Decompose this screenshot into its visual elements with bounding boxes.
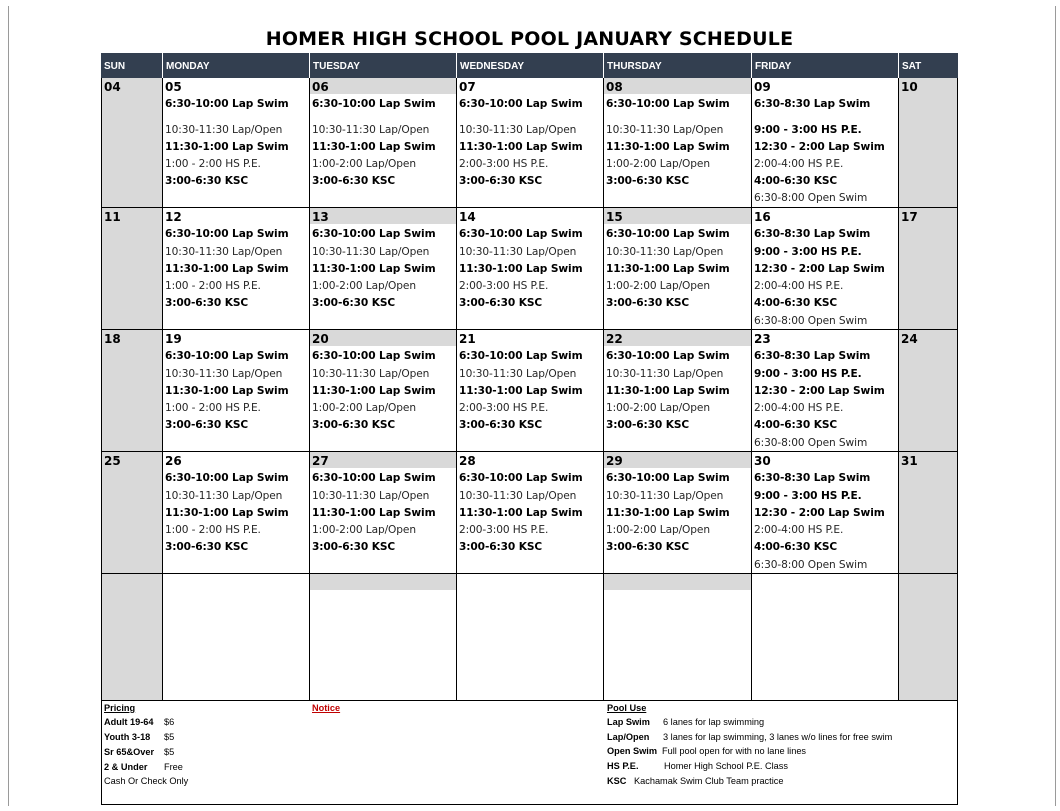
schedule-entry: 3:00-6:30 KSC (165, 297, 249, 309)
schedule-entry: 1:00-2:00 Lap/Open (606, 524, 710, 536)
schedule-entry: 6:30-8:00 Open Swim (754, 315, 868, 327)
schedule-entry: 3:00-6:30 KSC (459, 541, 543, 553)
day-header-thursday: THURSDAY (604, 53, 752, 78)
tuesday-cell (310, 208, 457, 330)
schedule-entry: 11:30-1:00 Lap Swim (606, 141, 730, 153)
schedule-entry: 1:00 - 2:00 HS P.E. (165, 158, 261, 170)
schedule-entry: 3:00-6:30 KSC (312, 175, 396, 187)
date-number: 20 (312, 332, 329, 346)
sunday-cell (101, 78, 163, 208)
schedule-entry: 2:00-3:00 HS P.E. (459, 402, 549, 414)
schedule-entry: 6:30-10:00 Lap Swim (165, 472, 289, 484)
schedule-entry: 10:30-11:30 Lap/Open (165, 124, 283, 136)
pool-use-desc: 6 lanes for lap swimming (663, 717, 765, 727)
schedule-entry: 6:30-10:00 Lap Swim (459, 472, 583, 484)
schedule-entry: 6:30-10:00 Lap Swim (606, 98, 730, 110)
schedule-entry: 6:30-8:00 Open Swim (754, 192, 868, 204)
date-number: 24 (901, 332, 918, 346)
date-number: 22 (606, 332, 623, 346)
schedule-entry: 6:30-10:00 Lap Swim (312, 228, 436, 240)
date-number: 31 (901, 454, 918, 468)
schedule-entry: 9:00 - 3:00 HS P.E. (754, 368, 862, 380)
schedule-entry: 6:30-8:00 Open Swim (754, 559, 868, 571)
schedule-entry: 6:30-10:00 Lap Swim (606, 350, 730, 362)
schedule-entry: 6:30-10:00 Lap Swim (312, 98, 436, 110)
tuesday-cell (310, 78, 457, 208)
pricing-heading: Pricing (104, 703, 136, 713)
friday-cell (752, 78, 899, 208)
schedule-entry: 1:00-2:00 Lap/Open (312, 280, 416, 292)
date-number: 11 (104, 210, 121, 224)
schedule-entry: 3:00-6:30 KSC (459, 297, 543, 309)
date-number: 08 (606, 80, 623, 94)
schedule-entry: 11:30-1:00 Lap Swim (606, 385, 730, 397)
schedule-entry: 6:30-10:00 Lap Swim (459, 98, 583, 110)
date-band (310, 208, 456, 224)
schedule-entry: 6:30-10:00 Lap Swim (312, 472, 436, 484)
date-number: 23 (754, 332, 771, 346)
monday-cell (163, 208, 310, 330)
date-number: 21 (459, 332, 476, 346)
schedule-entry: 10:30-11:30 Lap/Open (606, 490, 724, 502)
pool-use-desc: Kachamak Swim Club Team practice (634, 776, 784, 786)
tuesday-cell (310, 574, 457, 701)
friday-cell (752, 330, 899, 452)
date-number: 30 (754, 454, 771, 468)
date-band (310, 78, 456, 94)
schedule-entry: 4:00-6:30 KSC (754, 297, 838, 309)
schedule-entry: 1:00 - 2:00 HS P.E. (165, 524, 261, 536)
schedule-entry: 10:30-11:30 Lap/Open (312, 124, 430, 136)
date-number: 12 (165, 210, 182, 224)
schedule-entry: 12:30 - 2:00 Lap Swim (754, 385, 885, 397)
date-number: 16 (754, 210, 771, 224)
schedule-entry: 10:30-11:30 Lap/Open (459, 124, 577, 136)
schedule-entry: 2:00-3:00 HS P.E. (459, 280, 549, 292)
schedule-entry: 4:00-6:30 KSC (754, 419, 838, 431)
schedule-entry: 1:00-2:00 Lap/Open (312, 524, 416, 536)
pricing-price: $5 (164, 732, 175, 742)
schedule-entry: 11:30-1:00 Lap Swim (606, 507, 730, 519)
sunday-cell (101, 574, 163, 701)
schedule-entry: 4:00-6:30 KSC (754, 541, 838, 553)
day-header-sun: SUN (101, 53, 163, 78)
schedule-entry: 10:30-11:30 Lap/Open (606, 124, 724, 136)
schedule-entry: 3:00-6:30 KSC (459, 419, 543, 431)
schedule-entry: 6:30-8:30 Lap Swim (754, 472, 871, 484)
wednesday-cell (457, 78, 604, 208)
schedule-entry: 1:00-2:00 Lap/Open (606, 402, 710, 414)
schedule-entry: 11:30-1:00 Lap Swim (459, 507, 583, 519)
date-number: 06 (312, 80, 329, 94)
schedule-entry: 11:30-1:00 Lap Swim (165, 141, 289, 153)
schedule-entry: 6:30-10:00 Lap Swim (459, 228, 583, 240)
date-number: 15 (606, 210, 623, 224)
schedule-entry: 9:00 - 3:00 HS P.E. (754, 490, 862, 502)
date-number: 13 (312, 210, 329, 224)
date-number: 05 (165, 80, 182, 94)
schedule-entry: 6:30-8:30 Lap Swim (754, 350, 871, 362)
thursday-cell (604, 574, 752, 701)
date-number: 07 (459, 80, 476, 94)
date-band (310, 452, 456, 468)
date-band (310, 330, 456, 346)
schedule-entry: 2:00-3:00 HS P.E. (459, 524, 549, 536)
thursday-cell (604, 452, 752, 574)
schedule-entry: 1:00-2:00 Lap/Open (606, 280, 710, 292)
date-number: 26 (165, 454, 182, 468)
schedule-entry: 10:30-11:30 Lap/Open (165, 368, 283, 380)
pricing-note: Cash Or Check Only (104, 776, 189, 786)
day-header-friday: FRIDAY (752, 53, 899, 78)
sunday-cell (101, 208, 163, 330)
saturday-cell (899, 330, 958, 452)
date-number: 10 (901, 80, 918, 94)
schedule-entry: 10:30-11:30 Lap/Open (459, 368, 577, 380)
schedule-entry: 6:30-8:00 Open Swim (754, 437, 868, 449)
monday-cell (163, 452, 310, 574)
schedule-entry: 1:00 - 2:00 HS P.E. (165, 402, 261, 414)
schedule-entry: 6:30-10:00 Lap Swim (606, 228, 730, 240)
date-band (604, 574, 751, 590)
schedule-entry: 10:30-11:30 Lap/Open (459, 246, 577, 258)
schedule-entry: 10:30-11:30 Lap/Open (165, 246, 283, 258)
date-number: 19 (165, 332, 182, 346)
schedule-entry: 10:30-11:30 Lap/Open (312, 246, 430, 258)
schedule-entry: 12:30 - 2:00 Lap Swim (754, 263, 885, 275)
schedule-entry: 6:30-8:30 Lap Swim (754, 98, 871, 110)
schedule-entry: 1:00-2:00 Lap/Open (312, 158, 416, 170)
date-number: 27 (312, 454, 329, 468)
pool-use-term: HS P.E. (607, 761, 639, 771)
wednesday-cell (457, 208, 604, 330)
date-band (604, 452, 751, 468)
schedule-entry: 11:30-1:00 Lap Swim (312, 141, 436, 153)
pool-use-term: KSC (607, 776, 627, 786)
schedule-entry: 4:00-6:30 KSC (754, 175, 838, 187)
day-header-monday: MONDAY (163, 53, 310, 78)
calendar-grid (101, 53, 958, 701)
notice-heading: Notice (312, 703, 341, 713)
date-band (310, 574, 456, 590)
schedule-entry: 11:30-1:00 Lap Swim (312, 385, 436, 397)
schedule-entry: 11:30-1:00 Lap Swim (459, 141, 583, 153)
schedule-entry: 3:00-6:30 KSC (165, 419, 249, 431)
page-title: HOMER HIGH SCHOOL POOL JANUARY SCHEDULE (265, 28, 794, 50)
tuesday-cell (310, 330, 457, 452)
tuesday-cell (310, 452, 457, 574)
schedule-entry: 3:00-6:30 KSC (312, 297, 396, 309)
thursday-cell (604, 208, 752, 330)
monday-cell (163, 574, 310, 701)
date-number: 04 (104, 80, 121, 94)
schedule-entry: 10:30-11:30 Lap/Open (606, 246, 724, 258)
pricing-label: Adult 19-64 (104, 717, 154, 727)
schedule-entry: 2:00-4:00 HS P.E. (754, 402, 844, 414)
schedule-entry: 1:00-2:00 Lap/Open (606, 158, 710, 170)
wednesday-cell (457, 574, 604, 701)
schedule-entry: 11:30-1:00 Lap Swim (312, 263, 436, 275)
date-number: 29 (606, 454, 623, 468)
monday-cell (163, 330, 310, 452)
pricing-label: 2 & Under (104, 762, 148, 772)
pricing-price: Free (164, 762, 183, 772)
footer-legend (101, 701, 958, 805)
schedule-entry: 10:30-11:30 Lap/Open (165, 490, 283, 502)
schedule-entry: 2:00-4:00 HS P.E. (754, 280, 844, 292)
schedule-entry: 11:30-1:00 Lap Swim (165, 385, 289, 397)
day-header-sat: SAT (899, 53, 958, 78)
schedule-entry: 6:30-10:00 Lap Swim (459, 350, 583, 362)
schedule-entry: 11:30-1:00 Lap Swim (459, 263, 583, 275)
pricing-price: $6 (164, 717, 175, 727)
schedule-entry: 3:00-6:30 KSC (606, 419, 690, 431)
wednesday-cell (457, 330, 604, 452)
saturday-cell (899, 78, 958, 208)
date-band (604, 78, 751, 94)
pool-use-term: Lap/Open (607, 732, 650, 742)
saturday-cell (899, 452, 958, 574)
friday-cell (752, 574, 899, 701)
schedule-entry: 10:30-11:30 Lap/Open (606, 368, 724, 380)
wednesday-cell (457, 452, 604, 574)
schedule-entry: 3:00-6:30 KSC (459, 175, 543, 187)
schedule-entry: 6:30-10:00 Lap Swim (165, 350, 289, 362)
schedule-entry: 9:00 - 3:00 HS P.E. (754, 246, 862, 258)
schedule-entry: 6:30-10:00 Lap Swim (165, 228, 289, 240)
schedule-entry: 3:00-6:30 KSC (312, 419, 396, 431)
sunday-cell (101, 452, 163, 574)
schedule-entry: 3:00-6:30 KSC (606, 175, 690, 187)
day-header-wednesday: WEDNESDAY (457, 53, 604, 78)
schedule-entry: 12:30 - 2:00 Lap Swim (754, 141, 885, 153)
saturday-cell (899, 574, 958, 701)
pricing-price: $5 (164, 747, 175, 757)
date-number: 28 (459, 454, 476, 468)
friday-cell (752, 452, 899, 574)
schedule-entry: 1:00 - 2:00 HS P.E. (165, 280, 261, 292)
schedule-entry: 11:30-1:00 Lap Swim (459, 385, 583, 397)
schedule-entry: 3:00-6:30 KSC (312, 541, 396, 553)
schedule-entry: 2:00-3:00 HS P.E. (459, 158, 549, 170)
date-number: 17 (901, 210, 918, 224)
date-band (604, 330, 751, 346)
schedule-entry: 11:30-1:00 Lap Swim (606, 263, 730, 275)
day-header-tuesday: TUESDAY (310, 53, 457, 78)
pool-use-term: Lap Swim (607, 717, 650, 727)
schedule-entry: 6:30-10:00 Lap Swim (165, 98, 289, 110)
schedule-entry: 10:30-11:30 Lap/Open (312, 490, 430, 502)
schedule-entry: 6:30-10:00 Lap Swim (606, 472, 730, 484)
schedule-entry: 3:00-6:30 KSC (606, 297, 690, 309)
thursday-cell (604, 78, 752, 208)
schedule-entry: 2:00-4:00 HS P.E. (754, 158, 844, 170)
schedule-entry: 12:30 - 2:00 Lap Swim (754, 507, 885, 519)
date-band (604, 208, 751, 224)
pool-use-desc: 3 lanes for lap swimming, 3 lanes w/o lines for free swim (663, 732, 893, 742)
friday-cell (752, 208, 899, 330)
pool-use-heading: Pool Use (607, 703, 647, 713)
schedule-entry: 10:30-11:30 Lap/Open (312, 368, 430, 380)
schedule-entry: 11:30-1:00 Lap Swim (165, 507, 289, 519)
date-number: 25 (104, 454, 121, 468)
schedule-entry: 2:00-4:00 HS P.E. (754, 524, 844, 536)
schedule-entry: 11:30-1:00 Lap Swim (312, 507, 436, 519)
pricing-label: Sr 65&Over (104, 747, 155, 757)
schedule-entry: 3:00-6:30 KSC (606, 541, 690, 553)
date-number: 18 (104, 332, 121, 346)
pool-use-desc: Full pool open for with no lane lines (662, 746, 807, 756)
schedule-entry: 6:30-10:00 Lap Swim (312, 350, 436, 362)
schedule-entry: 9:00 - 3:00 HS P.E. (754, 124, 862, 136)
sunday-cell (101, 330, 163, 452)
schedule-entry: 1:00-2:00 Lap/Open (312, 402, 416, 414)
date-number: 09 (754, 80, 771, 94)
pricing-label: Youth 3-18 (104, 732, 151, 742)
schedule-entry: 3:00-6:30 KSC (165, 175, 249, 187)
pool-use-desc: Homer High School P.E. Class (664, 761, 788, 771)
schedule-entry: 11:30-1:00 Lap Swim (165, 263, 289, 275)
monday-cell (163, 78, 310, 208)
schedule-entry: 3:00-6:30 KSC (165, 541, 249, 553)
thursday-cell (604, 330, 752, 452)
pool-use-term: Open Swim (607, 746, 658, 756)
schedule-entry: 10:30-11:30 Lap/Open (459, 490, 577, 502)
date-number: 14 (459, 210, 476, 224)
saturday-cell (899, 208, 958, 330)
schedule-entry: 6:30-8:30 Lap Swim (754, 228, 871, 240)
